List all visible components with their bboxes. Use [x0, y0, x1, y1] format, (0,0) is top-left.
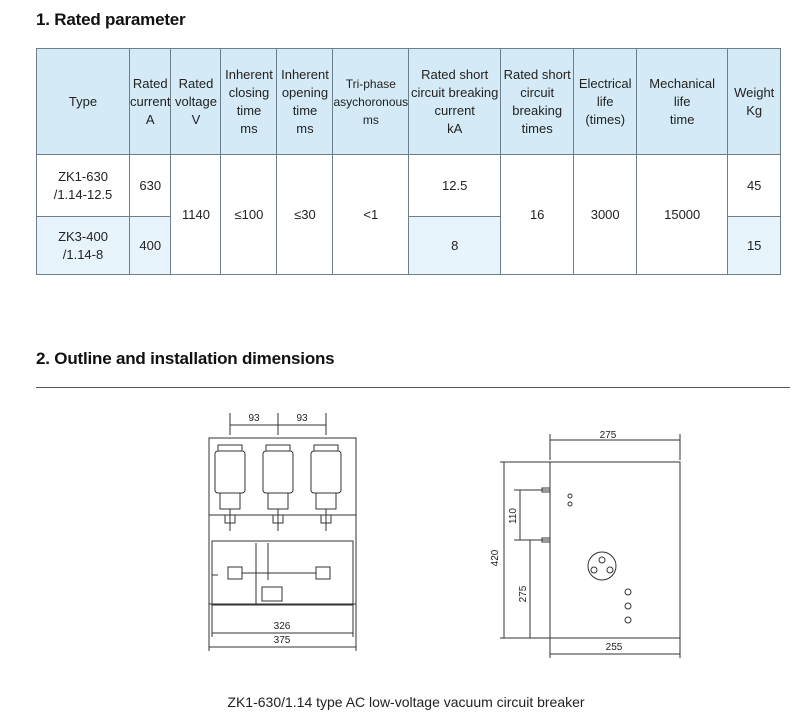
figure-caption: ZK1-630/1.14 type AC low-voltage vacuum circuit breaker [227, 694, 585, 710]
header-line: A [145, 111, 155, 127]
weight-cell: 15 [728, 217, 781, 275]
header-line: Mechanical [649, 75, 716, 91]
section-1-title: 1. Rated parameter [36, 10, 186, 29]
table-row [37, 155, 781, 217]
header-line: Kg [746, 102, 763, 118]
breaking-times-cell: 16 [501, 155, 574, 275]
header-triphase [333, 49, 409, 155]
header-line: voltage [175, 93, 217, 109]
header-line: Type [68, 93, 98, 109]
dim-top-width: 275 [599, 430, 617, 441]
section-2-title: 2. Outline and installation dimensions [36, 349, 335, 368]
header-line: Rated [178, 75, 214, 91]
header-rated-current [130, 49, 171, 155]
rated-parameter-table [36, 48, 781, 275]
header-line: Inherent [281, 66, 329, 82]
table-header-row [37, 49, 781, 155]
header-breaking-times [501, 49, 574, 155]
header-opening-time [277, 49, 333, 155]
electrical-life-cell: 3000 [574, 155, 637, 275]
dim-bottom-width: 255 [605, 642, 623, 653]
header-line: circuit breaking [410, 84, 499, 100]
dim-total-width: 375 [273, 635, 291, 646]
dim-pole-spacing-1: 93 [248, 413, 260, 424]
section-divider [36, 387, 790, 388]
current-cell: 630 [130, 155, 171, 217]
header-line: opening [281, 84, 329, 100]
header-line: current [130, 93, 171, 109]
header-breaking-current [409, 49, 501, 155]
header-line: Rated short [421, 66, 489, 82]
header-weight [728, 49, 781, 155]
type-cell: ZK1-630 /1.14-12.5 [37, 155, 130, 217]
header-line: time [292, 102, 318, 118]
breaking-current-cell: 12.5 [409, 155, 501, 217]
header-line: Tri-phase [345, 76, 396, 91]
header-mechanical-life [637, 49, 728, 155]
header-line: life [673, 93, 691, 109]
header-line: Rated [132, 75, 168, 91]
closing-cell: ≤100 [221, 155, 277, 275]
opening-cell: ≤30 [277, 155, 333, 275]
header-line: Inherent [225, 66, 273, 82]
header-line: closing [228, 84, 270, 100]
voltage-cell: 1140 [171, 155, 221, 275]
header-line: V [191, 111, 201, 127]
header-line: time [236, 102, 262, 118]
front-view-drawing [198, 405, 378, 655]
header-line: life [596, 93, 614, 109]
header-line: kA [447, 120, 463, 136]
dim-pole-spacing-2: 93 [296, 413, 308, 424]
header-line: time [669, 111, 695, 127]
current-cell: 400 [130, 217, 171, 275]
dim-total-height: 420 [490, 549, 501, 567]
header-rated-voltage [171, 49, 221, 155]
dim-upper-height: 110 [508, 508, 519, 524]
dim-inner-width: 326 [273, 621, 291, 632]
header-electrical-life [574, 49, 637, 155]
header-line: (times) [585, 111, 626, 127]
breaking-current-cell: 8 [409, 217, 501, 275]
type-cell: ZK3-400 /1.14-8 [37, 217, 130, 275]
triphase-cell: <1 [333, 155, 409, 275]
header-line: circuit [520, 84, 555, 100]
header-line: times [521, 120, 553, 136]
header-line: Weight [734, 84, 775, 100]
header-line: current [434, 102, 475, 118]
header-line: ms [296, 120, 314, 136]
header-line: ms [240, 120, 258, 136]
header-line: breaking [512, 102, 563, 118]
dim-lower-height: 275 [518, 585, 529, 603]
header-type [37, 49, 130, 155]
side-view-drawing [490, 430, 690, 662]
header-line: asychoronous [333, 94, 409, 109]
weight-cell: 45 [728, 155, 781, 217]
header-line: ms [362, 112, 379, 127]
header-line: Electrical [578, 75, 632, 91]
header-line: Rated short [503, 66, 571, 82]
header-closing-time [221, 49, 277, 155]
mechanical-life-cell: 15000 [637, 155, 728, 275]
